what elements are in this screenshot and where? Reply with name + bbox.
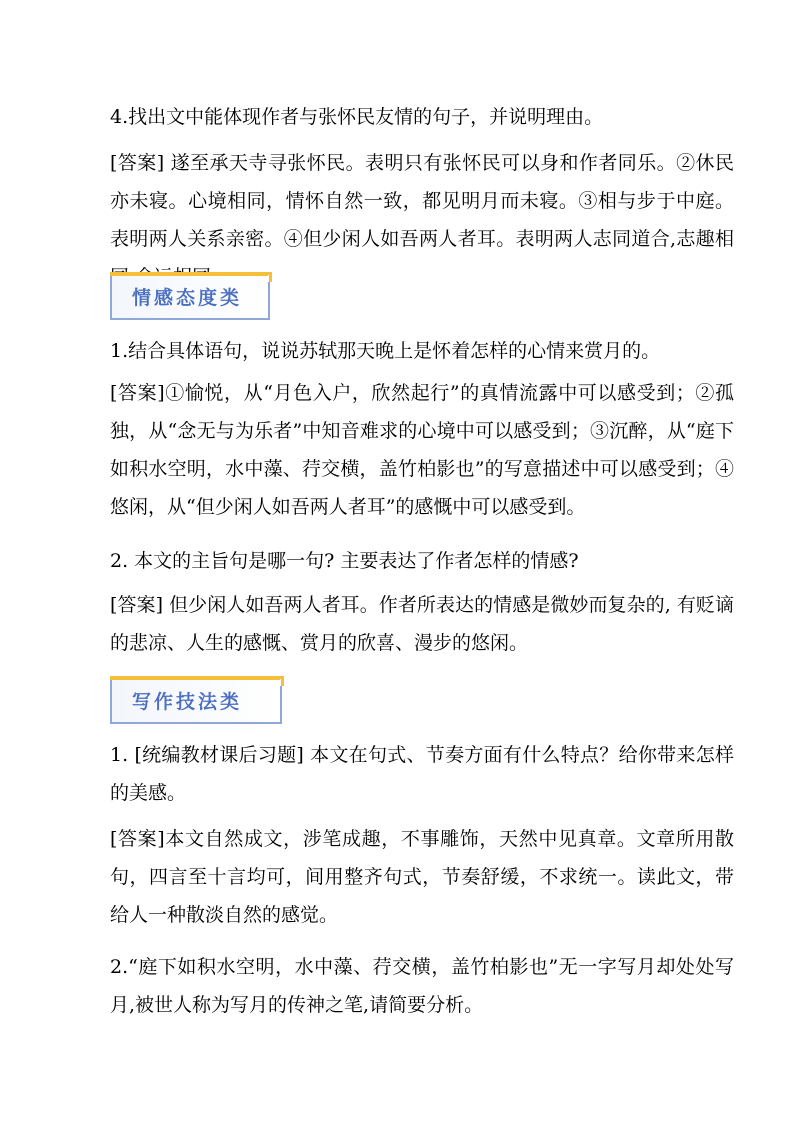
section-accent-corner	[262, 272, 272, 282]
q4-question: 4.找出文中能体现作者与张怀民友情的句子，并说明理由。	[110, 106, 604, 128]
writing-q2-question: 2.“庭下如积水空明，水中藻、荇交横，盖竹柏影也”无一字写月却处处写月,被世人称为写月的传神之笔,请简要分析。	[110, 956, 734, 1016]
section-title-emotion: 情感态度类	[132, 287, 243, 309]
section-header-writing	[110, 680, 280, 724]
emotion-q1-answer: [答案]①愉悦，从“月色入户，欣然起行”的真情流露中可以感受到；②孤独，从“念无与为乐者”中知音难求的心境中可以感受到；③沉醉，从“庭下如积水空明，水中藻、荇交横，盖竹柏影也”的写意描述中可以感受到；④悠闲，从“但少闲人如吾两人者耳”的感慨中可以感受到。	[110, 382, 734, 518]
section-header-emotion	[110, 276, 268, 320]
section-accent-corner	[274, 676, 284, 686]
q4-answer-text: [答案] 遂至承天寺寻张怀民。表明只有张怀民可以身和作者同乐。②休民亦未寝。心境相同，情怀自然一致，都见明月而未寝。③相与步于中庭。表明两人关系亲密。④但少闲人如吾两人者耳。表明两人志同道合,志趣相	[110, 152, 734, 250]
section-title-writing: 写作技法类	[132, 691, 243, 713]
writing-q1-question: 1. [统编教材课后习题] 本文在句式、节奏方面有什么特点？给你带来怎样的美感。	[110, 744, 734, 804]
writing-q1-answer: [答案]本文自然成文，涉笔成趣，不事雕饰，天然中见真章。文章所用散句，四言至十言均可，间用整齐句式，节奏舒缓，不求统一。读此文，带给人一种散淡自然的感觉。	[110, 828, 734, 926]
section-accent-bar	[110, 272, 268, 276]
emotion-q1-question: 1.结合具体语句，说说苏轼那天晚上是怀着怎样的心情来赏月的。	[110, 340, 661, 362]
emotion-q2-question: 2. 本文的主旨句是哪一句? 主要表达了作者怎样的情感?	[110, 550, 579, 572]
section-accent-bar	[110, 676, 280, 680]
emotion-q2-answer: [答案] 但少闲人如吾两人者耳。作者所表达的情感是微妙而复杂的, 有贬谪的悲凉、人生的感慨、赏月的欣喜、漫步的悠闲。	[110, 594, 734, 654]
